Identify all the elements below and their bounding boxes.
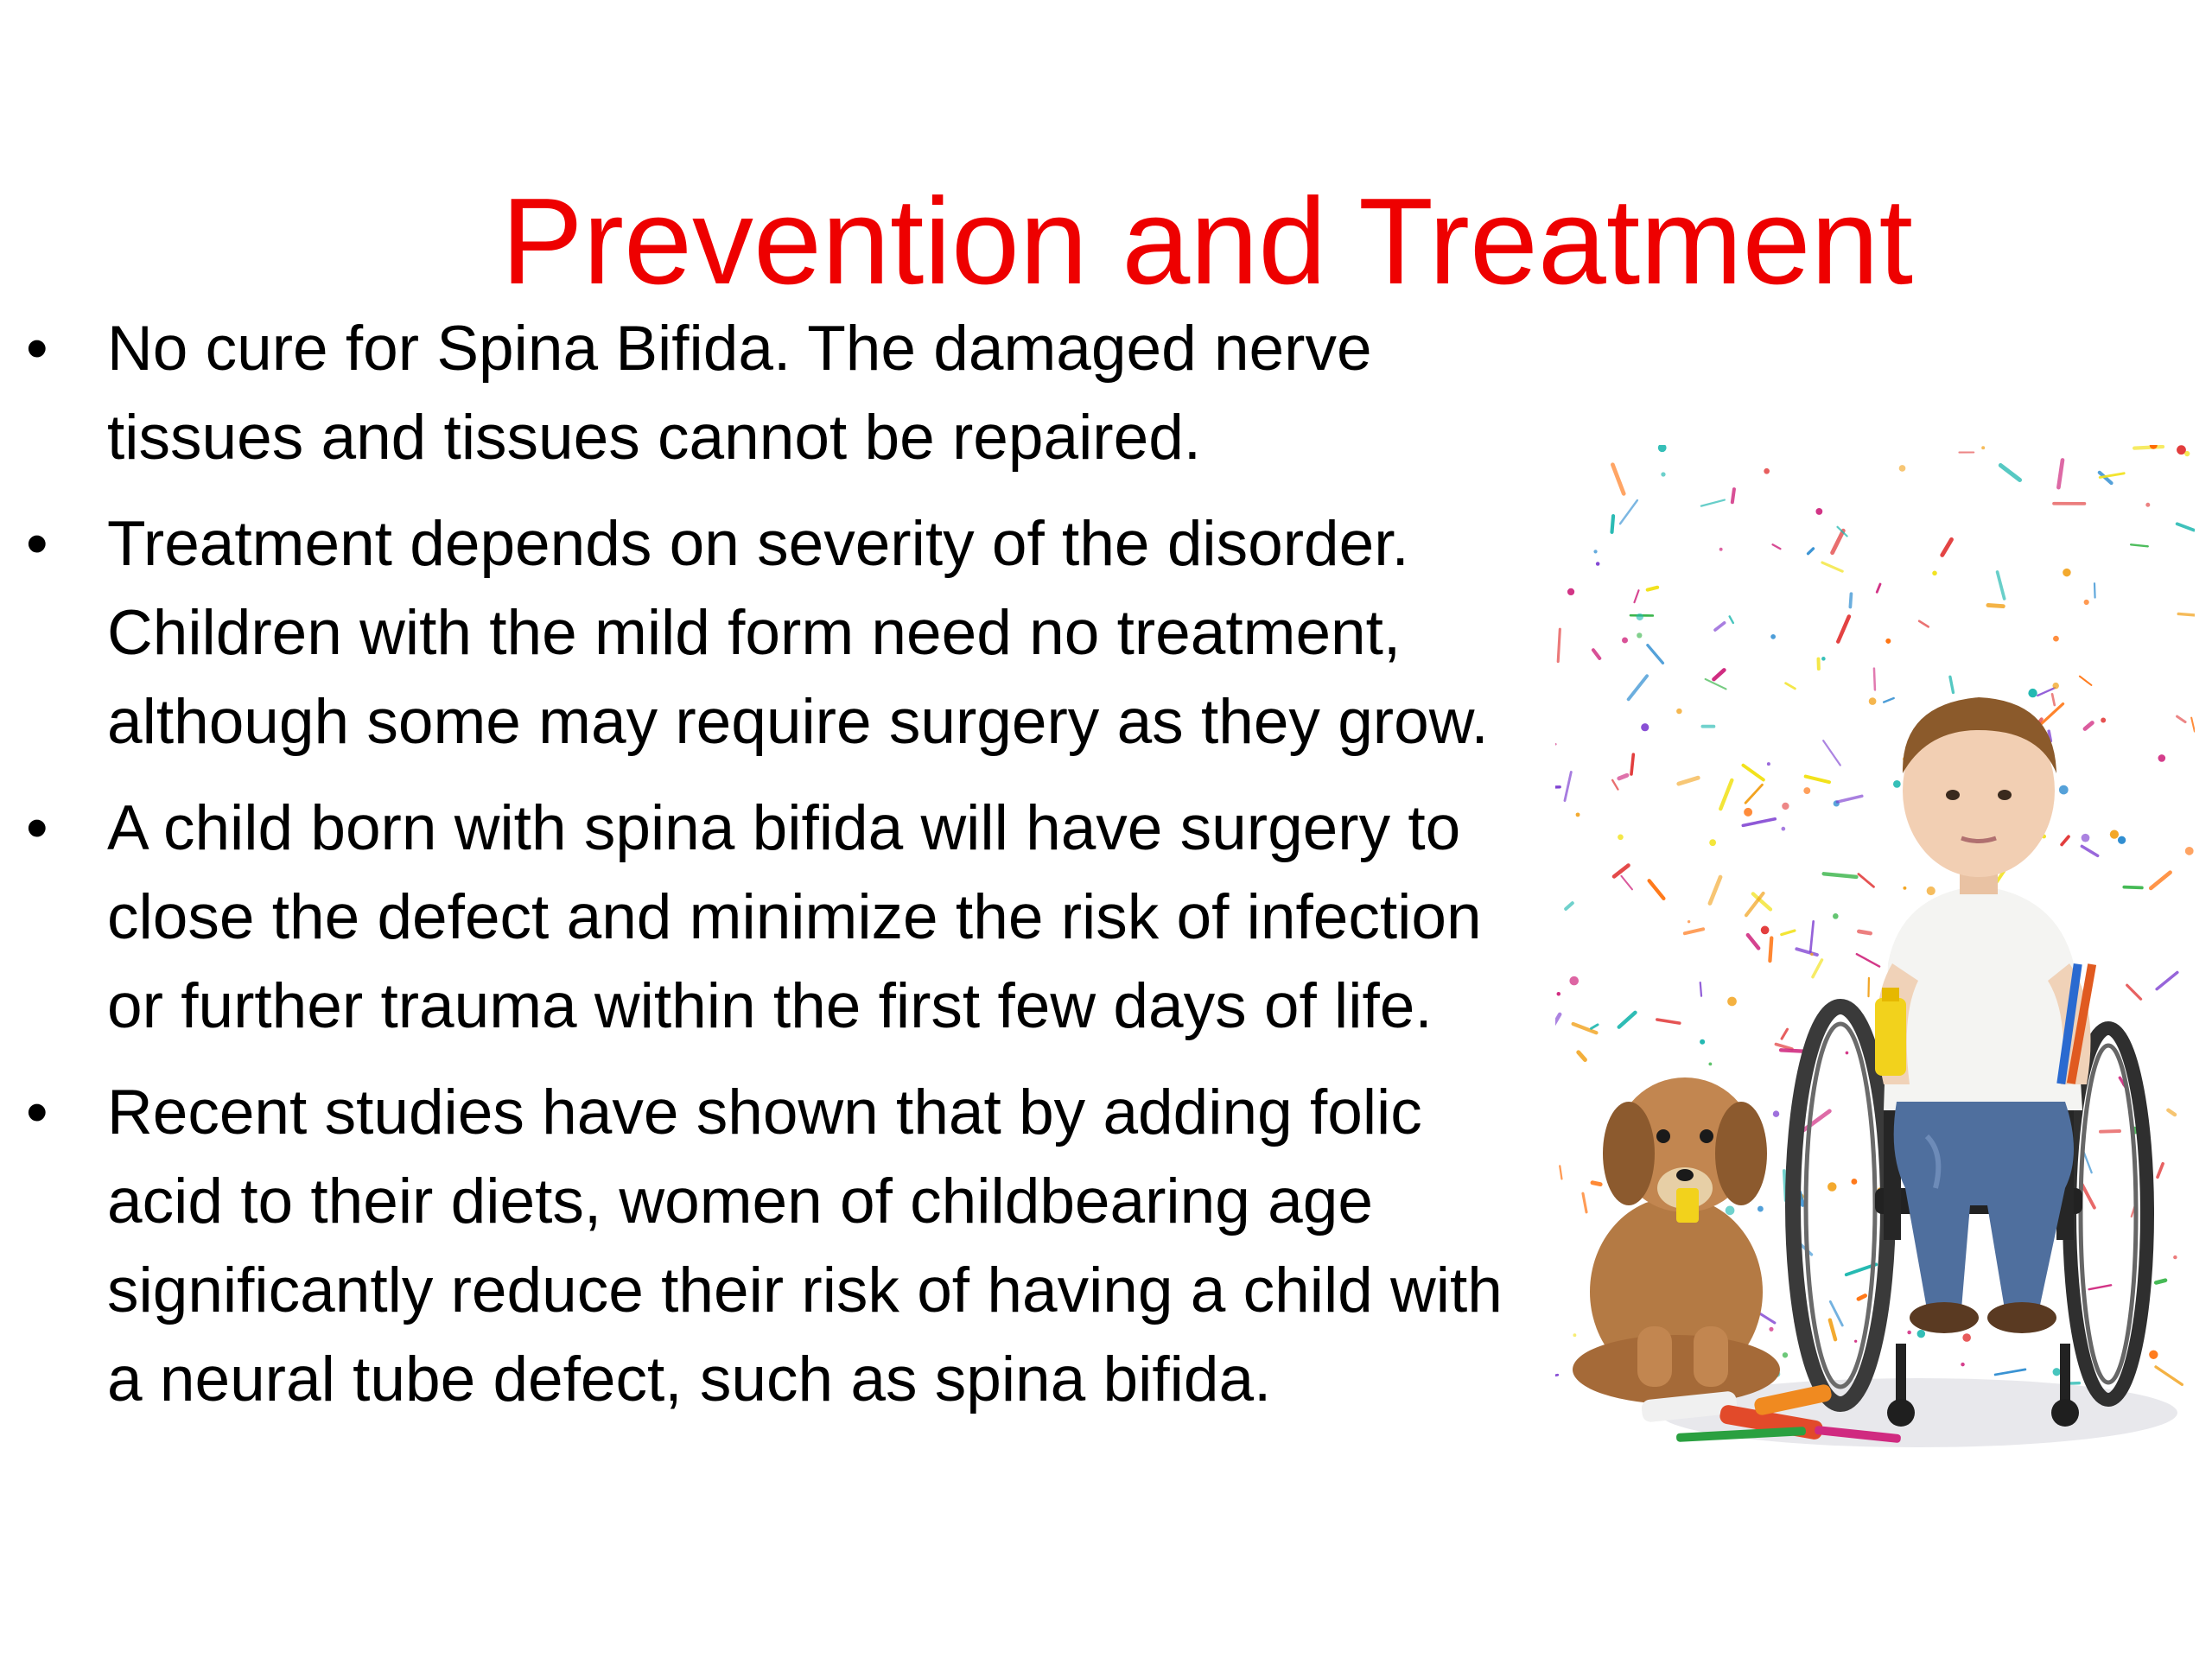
paint-speck <box>2053 636 2059 642</box>
paint-speck <box>2052 694 2055 705</box>
paint-speck <box>1685 929 1703 933</box>
paint-speck <box>1851 1179 1857 1185</box>
paint-speck <box>1596 562 1600 566</box>
paint-speck <box>1732 489 1734 502</box>
paint-speck <box>1555 1375 1558 1376</box>
paint-speck <box>1884 698 1894 702</box>
paint-speck <box>1719 548 1723 551</box>
paint-speck <box>2177 716 2186 721</box>
paint-speck <box>1761 926 1770 935</box>
paint-speck <box>1869 697 1877 705</box>
paint-speck <box>1621 876 1632 890</box>
paint-speck <box>1743 819 1775 826</box>
paint-speck <box>2080 677 2091 685</box>
paint-speck <box>2157 972 2177 988</box>
paint-speck <box>2101 718 2106 723</box>
paint-speck <box>1612 780 1618 790</box>
paint-speck <box>1727 997 1737 1007</box>
paint-speck <box>1569 976 1579 986</box>
bullet-text: Treatment depends on severity of the disorder. Children with the mild form need no treatment, although some may require surgery as they grow. <box>107 509 1489 757</box>
paint-speck <box>1700 982 1701 996</box>
bullet-marker: • <box>26 793 48 863</box>
paint-speck <box>1824 874 1857 877</box>
paint-speck <box>1649 880 1664 899</box>
paint-speck <box>1726 1206 1735 1216</box>
paint-speck <box>1893 780 1901 788</box>
paint-speck <box>1808 549 1814 554</box>
child-wheelchair-photo <box>1555 445 2195 1465</box>
paint-speck <box>2083 1151 2091 1173</box>
paint-speck <box>1767 762 1770 766</box>
paint-speck <box>1903 887 1906 890</box>
paint-speck <box>1593 550 1597 553</box>
paint-speck <box>2084 600 2089 605</box>
paint-speck <box>2040 704 2063 725</box>
paint-speck <box>1592 1183 1600 1185</box>
paint-speck <box>1558 629 1560 661</box>
paint-speck <box>2059 785 2069 795</box>
paint-speck <box>1566 903 1573 909</box>
paint-speck <box>2178 613 2195 615</box>
paint-speck <box>1796 949 1817 955</box>
paint-speck <box>1783 1352 1788 1357</box>
paint-speck <box>2062 836 2069 844</box>
bullet-text: Recent studies have shown that by adding folic acid to their diets, women of childbearing age significantly reduce their risk of having a child with a neural tube defect, such as spina bifida. <box>107 1077 1503 1414</box>
paint-speck <box>1859 874 1874 887</box>
paint-speck <box>1593 650 1599 658</box>
paint-speck <box>2127 985 2141 999</box>
paint-speck <box>1854 1340 1857 1343</box>
paint-speck <box>2082 834 2090 842</box>
paint-speck <box>1846 1052 1849 1055</box>
paint-speck <box>1998 572 2005 599</box>
paint-speck <box>1857 954 1879 966</box>
paint-speck <box>1786 683 1796 689</box>
paint-speck <box>1619 1013 1636 1027</box>
paint-speck <box>1676 709 1681 714</box>
paint-speck <box>1745 785 1762 803</box>
paint-speck <box>2052 683 2058 689</box>
slide-title: Prevention and Treatment <box>501 173 1913 311</box>
paint-speck <box>1803 787 1810 794</box>
paint-speck <box>2134 447 2163 448</box>
paint-speck <box>2185 847 2194 855</box>
paint-speck <box>1679 778 1698 784</box>
paint-speck <box>2173 1255 2177 1259</box>
paint-speck <box>2156 1281 2165 1283</box>
paint-speck <box>1932 571 1937 576</box>
bullet-marker: • <box>26 509 48 579</box>
bullet-item <box>26 499 1529 766</box>
paint-speck <box>2063 569 2070 576</box>
paint-speck <box>1579 1052 1586 1060</box>
paint-speck <box>1859 931 1870 933</box>
paint-speck <box>1565 772 1571 800</box>
paint-speck <box>2177 524 2194 530</box>
paint-speck <box>1583 1193 1586 1212</box>
paint-speck <box>1827 1182 1837 1192</box>
paint-speck <box>2145 503 2150 507</box>
paint-speck <box>1557 992 1561 996</box>
paint-speck <box>2058 460 2063 487</box>
paint-speck <box>1715 623 1725 630</box>
paint-speck <box>2158 754 2166 762</box>
paint-speck <box>2000 465 2019 480</box>
photo-illustration <box>1555 445 2195 1465</box>
paint-speck <box>1981 446 1985 449</box>
paint-speck <box>2151 873 2170 888</box>
paint-speck <box>1634 590 1638 602</box>
paint-speck <box>2191 718 2195 732</box>
paint-speck <box>2094 583 2095 597</box>
paint-speck <box>2184 451 2190 456</box>
paint-speck <box>2028 689 2037 697</box>
paint-speck <box>1962 1333 1971 1342</box>
bullet-item <box>26 1068 1529 1424</box>
paint-speck <box>1773 544 1781 549</box>
paint-speck <box>1782 803 1789 810</box>
paint-speck <box>1619 775 1627 779</box>
paint-speck <box>1899 465 1906 472</box>
paint-speck <box>1877 584 1880 592</box>
paint-speck <box>1612 465 1624 494</box>
paint-speck <box>1611 516 1613 532</box>
paint-speck <box>1730 616 1733 623</box>
paint-speck <box>1782 1029 1787 1039</box>
paint-speck <box>1810 921 1813 951</box>
paint-speck <box>2158 1164 2163 1178</box>
paint-speck <box>1648 645 1663 664</box>
paint-speck <box>1838 616 1849 641</box>
paint-speck <box>1830 1320 1835 1339</box>
paint-speck <box>1637 613 1643 620</box>
paint-speck <box>1815 508 1822 515</box>
paint-speck <box>1614 866 1629 877</box>
paint-speck <box>1576 812 1580 817</box>
paint-speck <box>1573 1333 1576 1337</box>
paint-speck <box>1859 1296 1866 1300</box>
paint-speck <box>1661 472 1665 476</box>
paint-speck <box>1781 827 1785 831</box>
paint-speck <box>1720 780 1732 809</box>
paint-speck <box>1810 953 1813 956</box>
paint-speck <box>1700 1039 1705 1045</box>
paint-speck <box>1560 1166 1561 1179</box>
paint-speck <box>1770 634 1776 639</box>
paint-speck <box>1641 723 1649 731</box>
bullet-item <box>26 784 1529 1051</box>
paint-speck <box>1713 670 1724 679</box>
paint-speck <box>2149 1351 2158 1359</box>
paint-speck <box>1927 887 1936 895</box>
paint-speck <box>1657 1020 1680 1023</box>
paint-speck <box>1708 1062 1712 1065</box>
paint-speck <box>2118 836 2126 844</box>
paint-speck <box>1658 445 1667 452</box>
paint-speck <box>1555 1014 1560 1029</box>
paint-speck <box>2085 723 2092 729</box>
paint-speck <box>2082 1185 2094 1208</box>
paint-speck <box>1874 669 1875 690</box>
paint-speck <box>1592 1025 1599 1028</box>
bullet-text: A child born with spina bifida will have surgery to close the defect and minimize the risk of infection or further trauma within the first few days of life. <box>107 793 1482 1041</box>
paint-speck <box>1950 677 1954 692</box>
paint-speck <box>1782 931 1795 935</box>
dog <box>1573 1077 1780 1404</box>
paint-speck <box>1823 741 1840 765</box>
paint-speck <box>1701 500 1725 506</box>
paint-speck <box>1942 539 1952 555</box>
paint-speck <box>1770 938 1771 961</box>
paint-speck <box>1917 1330 1925 1338</box>
paint-speck <box>1688 920 1690 923</box>
paint-speck <box>2110 830 2119 838</box>
paint-speck <box>1837 796 1862 802</box>
paint-speck <box>2124 887 2142 888</box>
paint-speck <box>1833 531 1844 552</box>
paint-speck <box>2131 544 2148 546</box>
paint-speck <box>1821 657 1826 661</box>
paint-speck <box>2156 1367 2182 1385</box>
bullet-marker: • <box>26 314 48 384</box>
paint-speck <box>1776 1045 1792 1049</box>
paint-speck <box>1709 839 1716 846</box>
paint-speck <box>1743 766 1763 780</box>
paint-speck <box>1758 1206 1764 1212</box>
paint-speck <box>1885 639 1891 644</box>
paint-speck <box>1618 834 1624 840</box>
bullet-list <box>26 304 1529 1441</box>
paint-speck <box>1764 468 1770 474</box>
bullet-item <box>26 304 1529 482</box>
paint-speck <box>1622 637 1628 643</box>
paint-speck <box>1995 1370 2025 1375</box>
paint-speck <box>1988 605 2003 606</box>
paint-speck <box>1919 621 1929 627</box>
paint-speck <box>1961 1363 1964 1366</box>
paint-speck <box>1748 935 1758 948</box>
paint-speck <box>1907 1331 1911 1335</box>
paint-speck <box>1744 808 1752 817</box>
paint-speck <box>1629 676 1647 699</box>
paint-speck <box>2101 1131 2120 1132</box>
paint-speck <box>1833 913 1839 919</box>
paint-speck <box>1806 777 1829 783</box>
paint-speck <box>1773 1110 1779 1116</box>
paint-speck <box>1648 588 1657 590</box>
paint-speck <box>1567 588 1574 595</box>
paint-speck <box>2082 846 2097 855</box>
paint-speck <box>1706 679 1726 690</box>
paint-speck <box>2053 1368 2061 1376</box>
paint-speck <box>1769 1327 1773 1332</box>
paint-speck <box>1637 632 1642 638</box>
paint-speck <box>1631 754 1633 774</box>
paint-speck <box>1850 594 1851 607</box>
paint-speck <box>2168 1110 2175 1115</box>
paint-speck <box>1813 960 1822 977</box>
bullet-text: No cure for Spina Bifida. The damaged nerve tissues and tissues cannot be repaired. <box>107 314 1372 473</box>
paint-speck <box>1620 500 1637 524</box>
paint-speck <box>2089 1285 2112 1289</box>
bullet-marker: • <box>26 1077 48 1147</box>
paint-speck <box>1822 563 1842 571</box>
paint-speck <box>1710 877 1720 903</box>
